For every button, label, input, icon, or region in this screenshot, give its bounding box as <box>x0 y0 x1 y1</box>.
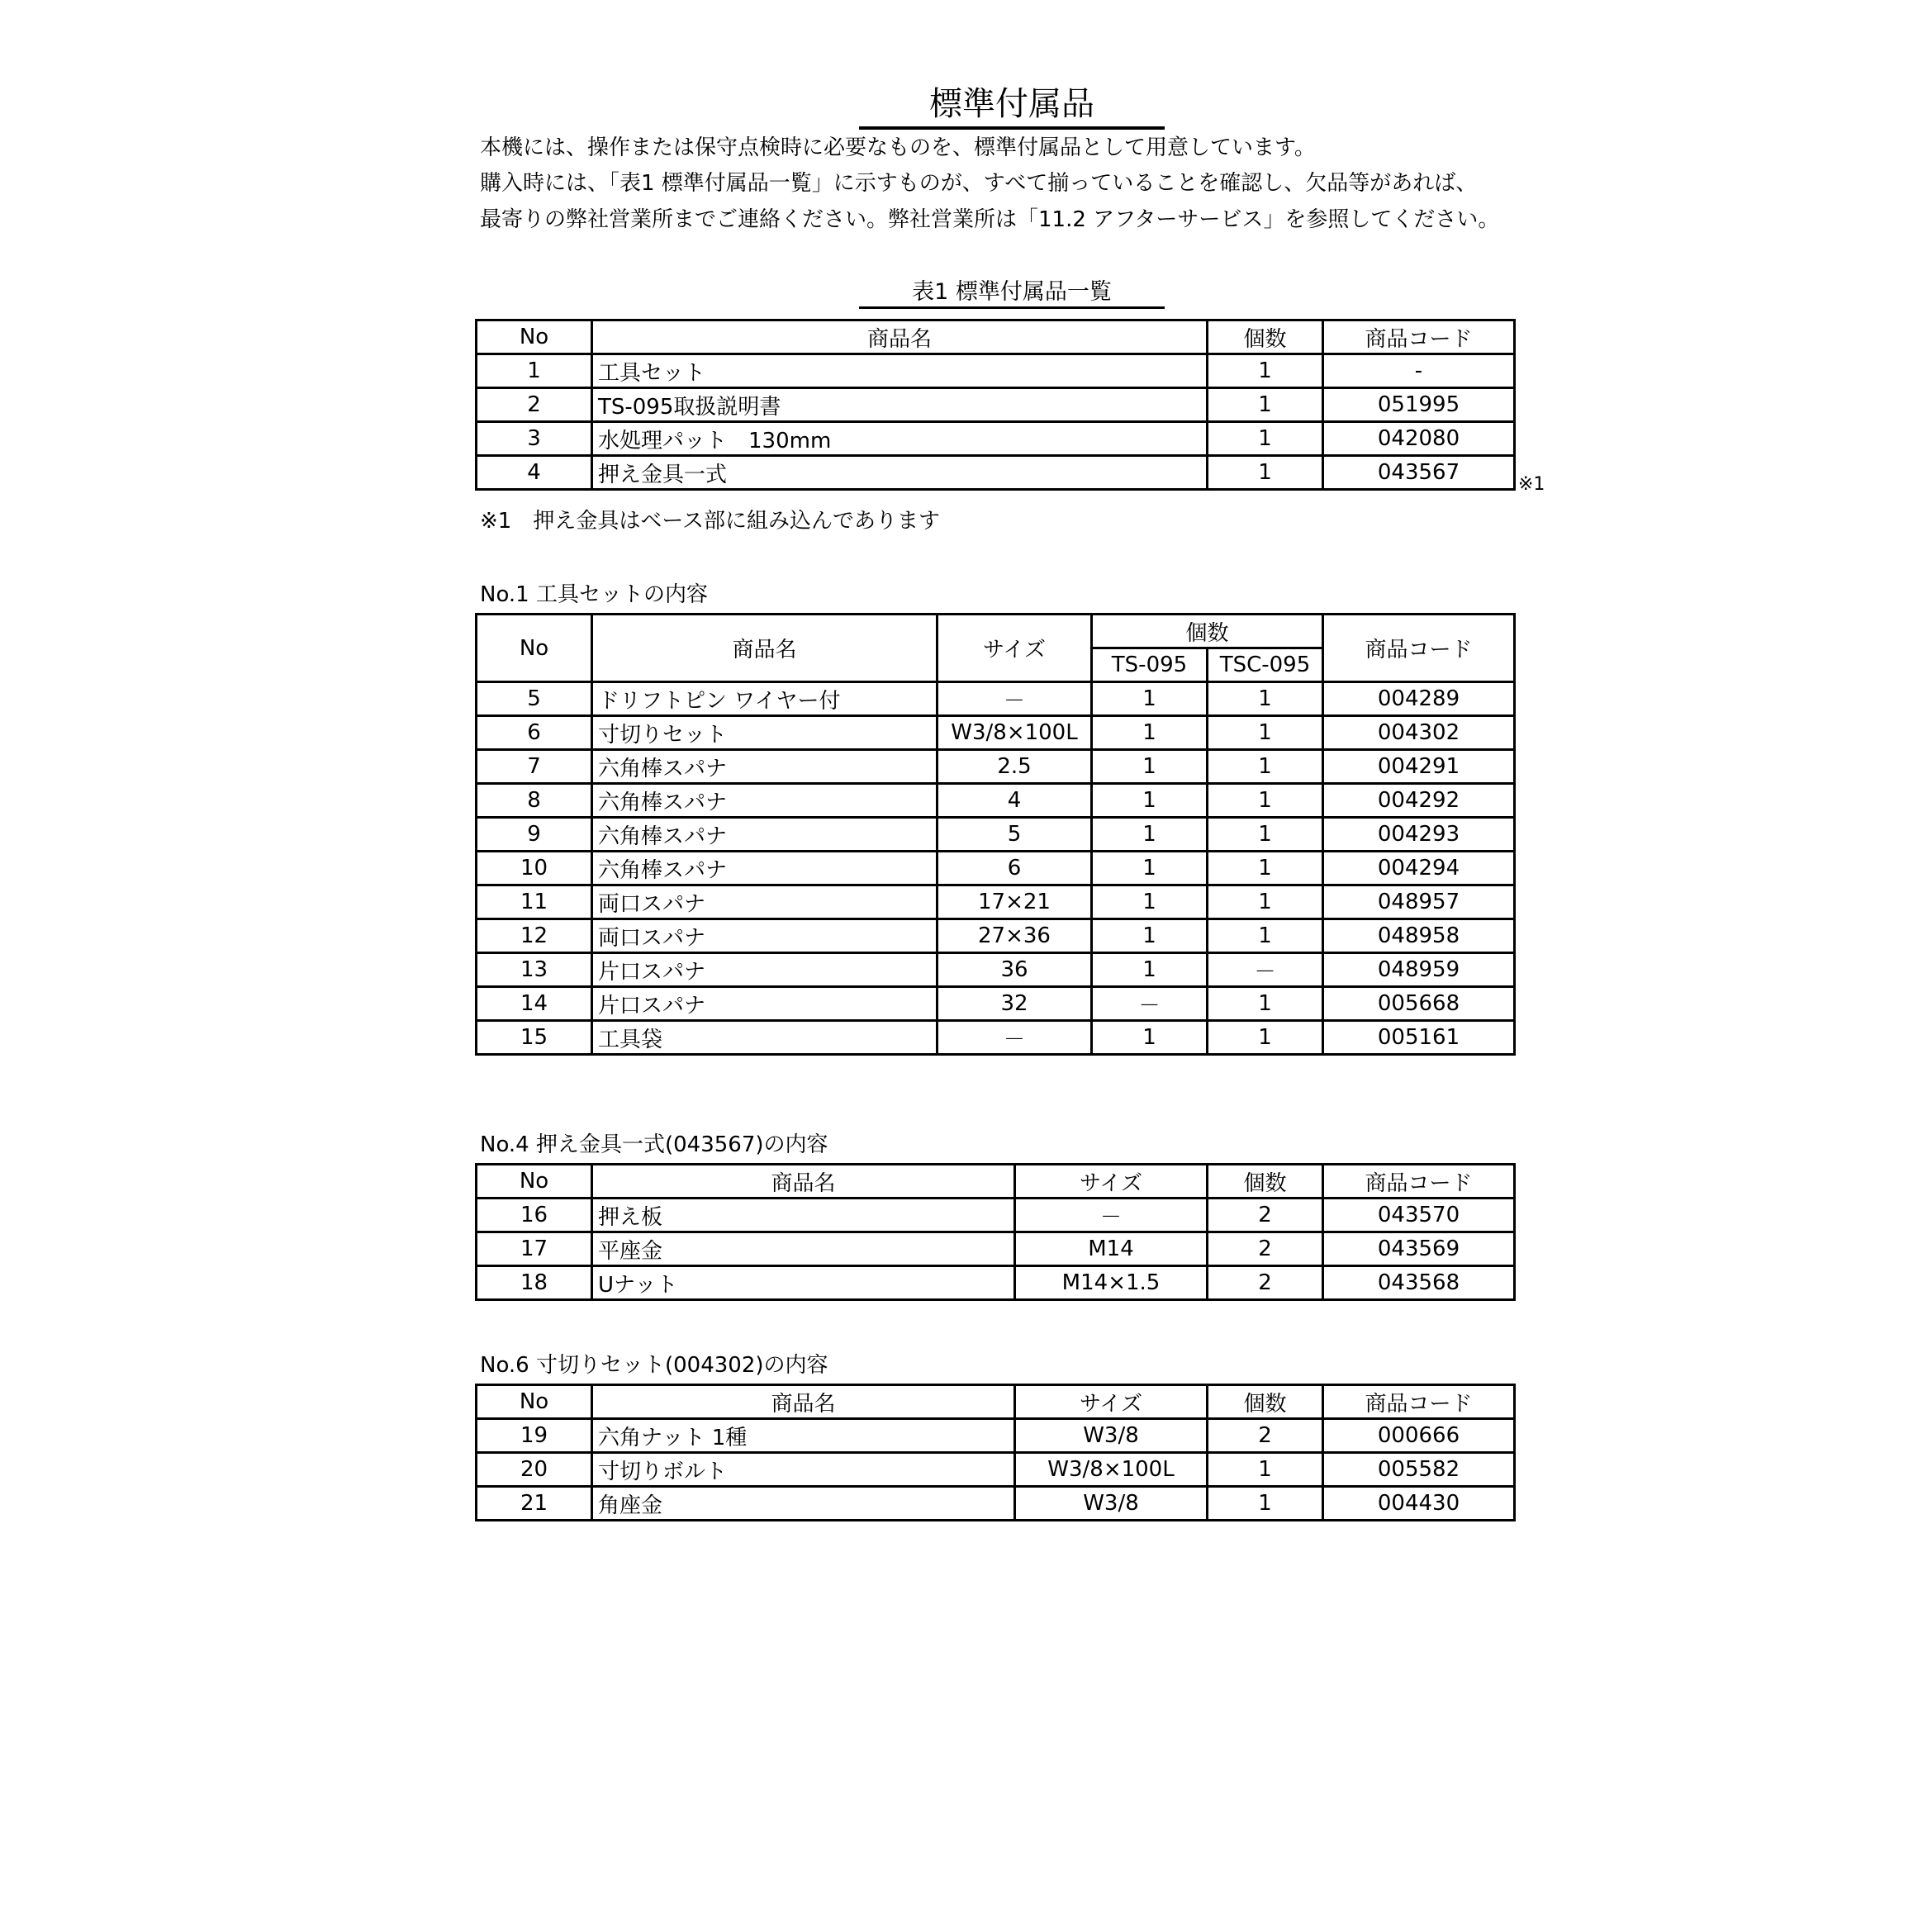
table-row <box>477 354 1515 388</box>
cell-product-code: 004291 <box>1323 750 1515 784</box>
table-row <box>477 885 1515 919</box>
cell-product-name: 六角棒スパナ <box>592 750 938 784</box>
cell-product-name: 六角棒スパナ <box>592 852 938 885</box>
table-row <box>477 852 1515 885</box>
cell-size: 32 <box>938 987 1092 1021</box>
standard-accessories-table <box>475 319 1516 491</box>
cell-product-code: 005668 <box>1323 987 1515 1021</box>
table-row <box>477 750 1515 784</box>
cell-no: 13 <box>477 953 592 987</box>
cell-qty-tsc095: 1 <box>1208 784 1323 818</box>
intro-line-2: 購入時には、「表1 標準付属品一覧」に示すものが、すべて揃っていることを確認し、欠品等があれば、 <box>480 171 1478 196</box>
footnote-marker: ※1 <box>1518 474 1545 495</box>
cell-product-code: - <box>1323 354 1515 388</box>
cell-quantity: 1 <box>1208 388 1323 422</box>
cell-qty-ts095: 1 <box>1092 919 1208 953</box>
cell-product-code: 043567 <box>1323 456 1515 490</box>
table-row <box>477 1021 1515 1055</box>
col-header-product-name: 商品名 <box>592 1165 1015 1199</box>
col-header-size: サイズ <box>1015 1385 1208 1419</box>
cell-no: 15 <box>477 1021 592 1055</box>
page-title: 標準付属品 <box>929 85 1094 123</box>
cell-product-code: 043569 <box>1323 1232 1515 1266</box>
cell-size: 5 <box>938 818 1092 852</box>
table-row <box>477 987 1515 1021</box>
cell-product-name: 角座金 <box>592 1487 1015 1521</box>
cell-qty-ts095: 1 <box>1092 1021 1208 1055</box>
cell-qty-tsc095: 1 <box>1208 885 1323 919</box>
table-header-row <box>477 1385 1515 1419</box>
table-row <box>477 456 1515 490</box>
cell-no: 12 <box>477 919 592 953</box>
cell-no: 1 <box>477 354 592 388</box>
cell-size: M14×1.5 <box>1015 1266 1208 1300</box>
table1-body <box>477 354 1515 490</box>
cell-no: 6 <box>477 716 592 750</box>
col-header-size: サイズ <box>938 615 1092 682</box>
cell-qty-tsc095: 1 <box>1208 852 1323 885</box>
cell-no: 21 <box>477 1487 592 1521</box>
cell-product-code: 051995 <box>1323 388 1515 422</box>
tool-set-section-title: No.1 工具セットの内容 <box>480 582 708 607</box>
cell-product-code: 004292 <box>1323 784 1515 818</box>
cell-size: M14 <box>1015 1232 1208 1266</box>
cell-qty-ts095: 1 <box>1092 818 1208 852</box>
intro-line-3: 最寄りの弊社営業所までご連絡ください。弊社営業所は「11.2 アフターサービス」を参照してください。 <box>480 207 1500 232</box>
cell-product-code: 004289 <box>1323 682 1515 716</box>
cell-size: 17×21 <box>938 885 1092 919</box>
table-row <box>477 1419 1515 1453</box>
table-row <box>477 1199 1515 1232</box>
cell-size: W3/8 <box>1015 1487 1208 1521</box>
clamp-set-section-title: No.4 押え金具一式(043567)の内容 <box>480 1132 828 1157</box>
cell-quantity: 2 <box>1208 1419 1323 1453</box>
table-row <box>477 784 1515 818</box>
cell-no: 14 <box>477 987 592 1021</box>
col-header-qty-tsc095: TSC-095 <box>1208 648 1323 682</box>
cell-size: W3/8×100L <box>938 716 1092 750</box>
cell-size: － <box>1015 1199 1208 1232</box>
cell-product-name: 六角棒スパナ <box>592 818 938 852</box>
table-row <box>477 1232 1515 1266</box>
cell-product-name: ドリフトピン ワイヤー付 <box>592 682 938 716</box>
cell-no: 17 <box>477 1232 592 1266</box>
table-row <box>477 388 1515 422</box>
col-header-quantity: 個数 <box>1208 1165 1323 1199</box>
cell-product-code: 048957 <box>1323 885 1515 919</box>
cell-product-code: 004430 <box>1323 1487 1515 1521</box>
cell-quantity: 1 <box>1208 1453 1323 1487</box>
cell-qty-tsc095: 1 <box>1208 818 1323 852</box>
col-header-no: No <box>477 1385 592 1419</box>
cell-qty-tsc095: 1 <box>1208 987 1323 1021</box>
cell-quantity: 1 <box>1208 1487 1323 1521</box>
cell-quantity: 2 <box>1208 1199 1323 1232</box>
cell-no: 4 <box>477 456 592 490</box>
cell-no: 8 <box>477 784 592 818</box>
cell-quantity: 1 <box>1208 422 1323 456</box>
title-underline <box>859 126 1165 130</box>
table-row <box>477 1266 1515 1300</box>
cell-product-name: TS-095取扱説明書 <box>592 388 1208 422</box>
cell-product-name: 六角ナット 1種 <box>592 1419 1015 1453</box>
cell-no: 7 <box>477 750 592 784</box>
cell-product-code: 004294 <box>1323 852 1515 885</box>
cell-product-name: 工具セット <box>592 354 1208 388</box>
col-header-product-name: 商品名 <box>592 320 1208 354</box>
cell-product-code: 048958 <box>1323 919 1515 953</box>
col-header-no: No <box>477 1165 592 1199</box>
col-header-product-code: 商品コード <box>1323 320 1515 354</box>
cell-qty-tsc095: 1 <box>1208 1021 1323 1055</box>
cell-size: － <box>938 1021 1092 1055</box>
col-header-no: No <box>477 320 592 354</box>
cell-product-code: 043570 <box>1323 1199 1515 1232</box>
cell-product-name: 寸切りセット <box>592 716 938 750</box>
cell-product-name: 寸切りボルト <box>592 1453 1015 1487</box>
cell-size: 6 <box>938 852 1092 885</box>
table1-footnote: ※1 押え金具はベース部に組み込んであります <box>480 509 941 534</box>
cell-no: 18 <box>477 1266 592 1300</box>
cell-product-name: 押え板 <box>592 1199 1015 1232</box>
cell-qty-tsc095: － <box>1208 953 1323 987</box>
cell-qty-ts095: 1 <box>1092 682 1208 716</box>
cell-product-code: 005582 <box>1323 1453 1515 1487</box>
col-header-quantity: 個数 <box>1208 320 1323 354</box>
col-header-product-code: 商品コード <box>1323 615 1515 682</box>
cell-quantity: 2 <box>1208 1266 1323 1300</box>
cell-no: 19 <box>477 1419 592 1453</box>
col-header-product-name: 商品名 <box>592 1385 1015 1419</box>
table-row <box>477 716 1515 750</box>
cell-qty-ts095: 1 <box>1092 716 1208 750</box>
table-header-row <box>477 320 1515 354</box>
cell-product-name: Uナット <box>592 1266 1015 1300</box>
cell-product-code: 043568 <box>1323 1266 1515 1300</box>
col-header-quantity: 個数 <box>1092 615 1323 648</box>
cell-no: 20 <box>477 1453 592 1487</box>
col-header-no: No <box>477 615 592 682</box>
threaded-rod-set-table <box>475 1384 1516 1521</box>
cell-qty-tsc095: 1 <box>1208 750 1323 784</box>
col-header-product-name: 商品名 <box>592 615 938 682</box>
cell-product-name: 工具袋 <box>592 1021 938 1055</box>
threaded-rod-set-section-title: No.6 寸切りセット(004302)の内容 <box>480 1353 828 1378</box>
cell-quantity: 1 <box>1208 456 1323 490</box>
cell-no: 11 <box>477 885 592 919</box>
col-header-size: サイズ <box>1015 1165 1208 1199</box>
cell-product-code: 004302 <box>1323 716 1515 750</box>
cell-product-code: 005161 <box>1323 1021 1515 1055</box>
table4-body <box>477 1419 1515 1521</box>
cell-size: W3/8×100L <box>1015 1453 1208 1487</box>
cell-quantity: 1 <box>1208 354 1323 388</box>
cell-product-name: 水処理パット 130mm <box>592 422 1208 456</box>
cell-size: － <box>938 682 1092 716</box>
col-header-product-code: 商品コード <box>1323 1165 1515 1199</box>
table-row <box>477 1453 1515 1487</box>
cell-qty-tsc095: 1 <box>1208 682 1323 716</box>
cell-product-name: 片口スパナ <box>592 987 938 1021</box>
table-row <box>477 818 1515 852</box>
cell-product-code: 042080 <box>1323 422 1515 456</box>
table3-body <box>477 1199 1515 1300</box>
col-header-qty-ts095: TS-095 <box>1092 648 1208 682</box>
cell-size: 36 <box>938 953 1092 987</box>
cell-product-name: 押え金具一式 <box>592 456 1208 490</box>
cell-size: 4 <box>938 784 1092 818</box>
cell-qty-ts095: 1 <box>1092 784 1208 818</box>
cell-size: W3/8 <box>1015 1419 1208 1453</box>
cell-qty-ts095: － <box>1092 987 1208 1021</box>
cell-qty-ts095: 1 <box>1092 750 1208 784</box>
cell-no: 5 <box>477 682 592 716</box>
cell-no: 2 <box>477 388 592 422</box>
cell-product-name: 六角棒スパナ <box>592 784 938 818</box>
table-row <box>477 422 1515 456</box>
table1-caption: 表1 標準付属品一覧 <box>912 279 1112 305</box>
cell-no: 3 <box>477 422 592 456</box>
table2-body <box>477 682 1515 1055</box>
cell-quantity: 2 <box>1208 1232 1323 1266</box>
table1-caption-underline <box>859 306 1165 309</box>
tool-set-table <box>475 613 1516 1056</box>
table-row <box>477 953 1515 987</box>
cell-product-name: 片口スパナ <box>592 953 938 987</box>
table-row <box>477 919 1515 953</box>
cell-size: 27×36 <box>938 919 1092 953</box>
cell-no: 16 <box>477 1199 592 1232</box>
intro-line-1: 本機には、操作または保守点検時に必要なものを、標準付属品として用意しています。 <box>480 135 1316 160</box>
cell-size: 2.5 <box>938 750 1092 784</box>
cell-qty-ts095: 1 <box>1092 885 1208 919</box>
cell-qty-tsc095: 1 <box>1208 919 1323 953</box>
cell-qty-ts095: 1 <box>1092 953 1208 987</box>
cell-no: 10 <box>477 852 592 885</box>
cell-qty-tsc095: 1 <box>1208 716 1323 750</box>
table-row <box>477 1487 1515 1521</box>
table-header-row <box>477 1165 1515 1199</box>
clamp-set-table <box>475 1163 1516 1301</box>
cell-product-code: 048959 <box>1323 953 1515 987</box>
cell-product-name: 平座金 <box>592 1232 1015 1266</box>
cell-qty-ts095: 1 <box>1092 852 1208 885</box>
col-header-quantity: 個数 <box>1208 1385 1323 1419</box>
cell-product-code: 000666 <box>1323 1419 1515 1453</box>
cell-no: 9 <box>477 818 592 852</box>
cell-product-name: 両口スパナ <box>592 919 938 953</box>
cell-product-name: 両口スパナ <box>592 885 938 919</box>
table-row <box>477 682 1515 716</box>
cell-product-code: 004293 <box>1323 818 1515 852</box>
table-header-row <box>477 615 1515 648</box>
col-header-product-code: 商品コード <box>1323 1385 1515 1419</box>
